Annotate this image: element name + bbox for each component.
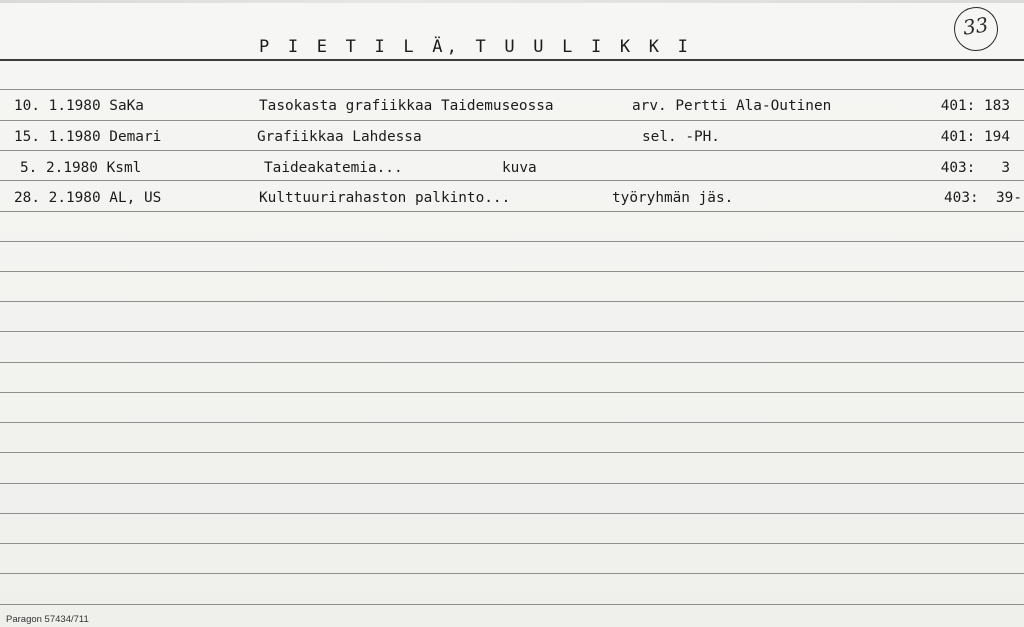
ruled-line xyxy=(0,513,1024,514)
ruled-line xyxy=(0,422,1024,423)
entry-date-source: 15. 1.1980 Demari xyxy=(14,129,162,145)
ruled-line xyxy=(0,271,1024,272)
printer-imprint: Paragon 57434/711 xyxy=(6,614,89,625)
ruled-line xyxy=(0,452,1024,453)
card-entry xyxy=(0,160,1024,184)
ruled-line xyxy=(0,241,1024,242)
entry-date-source: 5. 2.1980 Ksml xyxy=(20,160,142,176)
entry-note: sel. -PH. xyxy=(642,129,720,145)
card-top-edge xyxy=(0,0,1024,3)
header-rule xyxy=(0,59,1024,61)
entry-reference: 403: 39- xyxy=(944,190,1022,206)
entry-title: Taideakatemia... xyxy=(264,160,403,176)
ruled-line xyxy=(0,543,1024,544)
ruled-line xyxy=(0,362,1024,363)
ruled-line xyxy=(0,483,1024,484)
ruled-line xyxy=(0,331,1024,332)
entry-title: Tasokasta grafiikkaa Taidemuseossa xyxy=(259,98,554,114)
card-entry xyxy=(0,98,1024,122)
entry-date-source: 10. 1.1980 SaKa xyxy=(14,98,144,114)
ruled-line xyxy=(0,573,1024,574)
ruled-line xyxy=(0,392,1024,393)
entry-date-source: 28. 2.1980 AL, US xyxy=(14,190,162,206)
card-entry xyxy=(0,190,1024,214)
card-number-circle xyxy=(951,4,1001,54)
card-number: 33 xyxy=(961,12,990,40)
ruled-line xyxy=(0,89,1024,90)
ruled-line xyxy=(0,301,1024,302)
entry-note: arv. Pertti Ala-Outinen xyxy=(632,98,832,114)
entry-title: Grafiikkaa Lahdessa xyxy=(257,129,422,145)
entry-note: kuva xyxy=(502,160,537,176)
card-heading-name: P I E T I L Ä, T U U L I K K I xyxy=(259,37,693,57)
entry-title: Kulttuurirahaston palkinto... xyxy=(259,190,511,206)
entry-reference: 401: 194 xyxy=(940,129,1010,145)
ruled-line xyxy=(0,604,1024,605)
entry-note: työryhmän jäs. xyxy=(612,190,734,206)
entry-reference: 401: 183 xyxy=(940,98,1010,114)
card-entry xyxy=(0,129,1024,153)
entry-reference: 403: 3 xyxy=(940,160,1010,176)
